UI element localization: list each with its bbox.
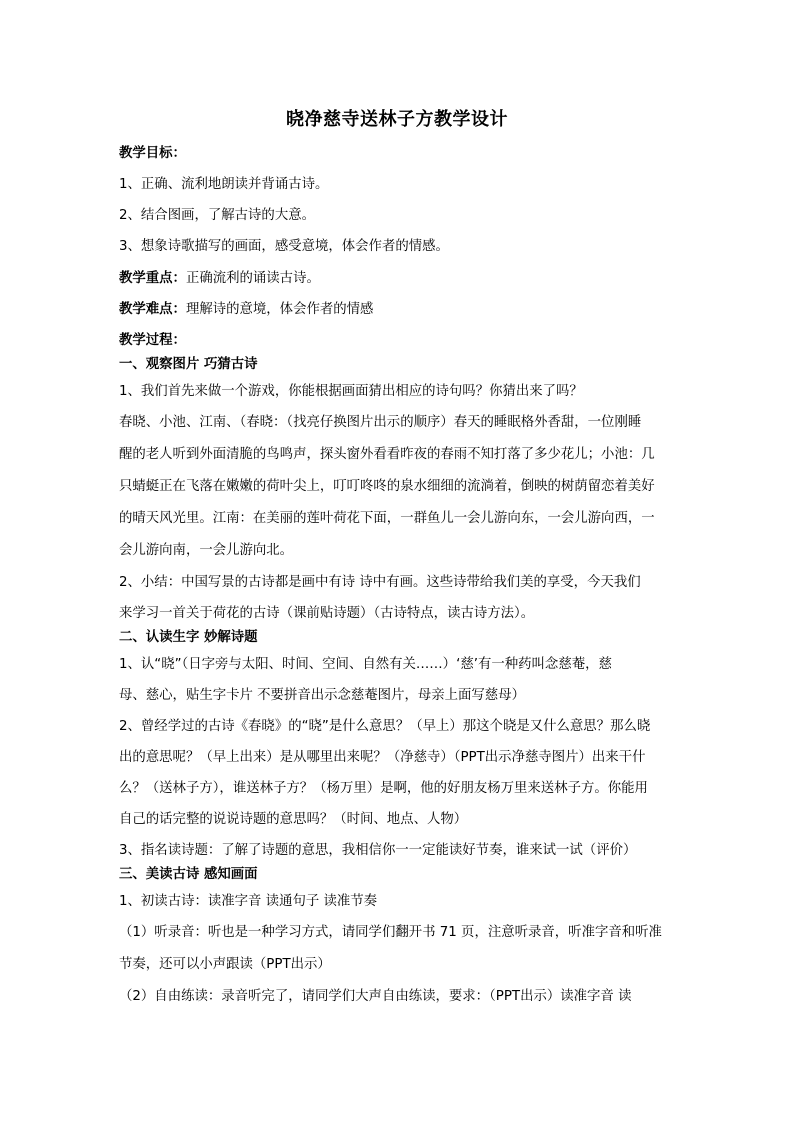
section-2-paragraph-2-line: 出的意思呢？（早上出来）是从哪里出来呢？（净慈寺）（PPT出示净慈寺图片）出来干什 — [119, 750, 646, 765]
section-1-heading: 一、观察图片 巧猜古诗 — [119, 357, 258, 372]
section-1-paragraph-2-line: 会儿游向南，一会儿游向北。 — [119, 543, 294, 558]
objective-1: 1、正确、流利地朗读并背诵古诗。 — [119, 177, 329, 192]
process-label: 教学过程： — [119, 333, 186, 348]
section-2-paragraph-1-line: 1、认“晓”（日字旁与太阳、时间、空间、自然有关……）‘慈’有一种药叫念慈菴，慈 — [119, 657, 612, 672]
section-1-paragraph-3-line: 来学习一首关于荷花的古诗（课前贴诗题）（古诗特点，读古诗方法）。 — [119, 606, 535, 621]
section-1-paragraph-2-line: 只蜻蜓正在飞落在嫩嫩的荷叶尖上，叮叮咚咚的泉水细细的流淌着，倒映的树荫留恋着美好 — [119, 479, 655, 494]
section-2-paragraph-3: 3、指名读诗题：了解了诗题的意思，我相信你一一定能读好节奏，谁来试一试（评价） — [119, 843, 637, 858]
section-2-heading: 二、认读生字 妙解诗题 — [119, 630, 258, 645]
section-1-paragraph-2-line: 春晓、小池、江南、（春晓：（找亮仔换图片出示的顺序）春天的睡眠格外香甜，一位刚睡 — [119, 415, 642, 430]
section-1-paragraph-2-line: 的晴天风光里。江南：在美丽的莲叶荷花下面，一群鱼儿一会儿游向东，一会儿游向西，一 — [119, 511, 655, 526]
section-2-paragraph-2-line: 么？（送林子方），谁送林子方？（杨万里）是啊，他的好朋友杨万里来送林子方。你能用 — [119, 781, 648, 796]
objective-3: 3、想象诗歌描写的画面，感受意境，体会作者的情感。 — [119, 239, 449, 254]
key-point-text: 正确流利的诵读古诗。 — [185, 271, 320, 286]
section-2-paragraph-1-line: 母、慈心，贴生字卡片 不要拼音出示念慈菴图片，母亲上面写慈母） — [119, 688, 525, 703]
section-3-paragraph-3: （2）自由练读：录音听完了，请同学们大声自由练读，要求：（PPT出示）读准字音 读 — [119, 989, 632, 1004]
section-3-heading: 三、美读古诗 感知画面 — [119, 867, 258, 882]
section-2-paragraph-2-line: 自己的话完整的说说诗题的意思吗？（时间、地点、人物） — [119, 812, 468, 827]
section-3-paragraph-1: 1、初读古诗：读准字音 读通句子 读准节奏 — [119, 894, 378, 909]
difficulty-label: 教学难点： — [119, 302, 186, 317]
key-point-label: 教学重点： — [119, 271, 186, 286]
section-3-paragraph-2-line: 节奏，还可以小声跟读（PPT出示） — [119, 957, 331, 972]
objectives-label: 教学目标： — [119, 146, 186, 161]
key-point — [119, 270, 679, 288]
section-1-paragraph-1: 1、我们首先来做一个游戏，你能根据画面猜出相应的诗句吗？你猜出来了吗？ — [119, 384, 583, 399]
difficulty — [119, 301, 679, 319]
section-3-paragraph-2-line: （1）听录音：听也是一种学习方式，请同学们翻开书 71 页，注意听录音，听准字音和听准 — [119, 925, 662, 940]
document-title: 晓净慈寺送林子方教学设计 — [286, 109, 508, 130]
section-1-paragraph-2-line: 醒的老人听到外面清脆的鸟鸣声，探头窗外看看昨夜的春雨不知打落了多少花儿；小池：几 — [119, 447, 655, 462]
section-1-paragraph-3-line: 2、小结：中国写景的古诗都是画中有诗 诗中有画。这些诗带给我们美的享受，今天我们 — [119, 575, 641, 590]
difficulty-text: 理解诗的意境，体会作者的情感 — [185, 302, 374, 317]
section-2-paragraph-2-line: 2、曾经学过的古诗《春晓》的“晓”是什么意思？（早上）那这个晓是又什么意思？那么晓 — [119, 719, 651, 734]
objective-2: 2、结合图画，了解古诗的大意。 — [119, 208, 315, 223]
